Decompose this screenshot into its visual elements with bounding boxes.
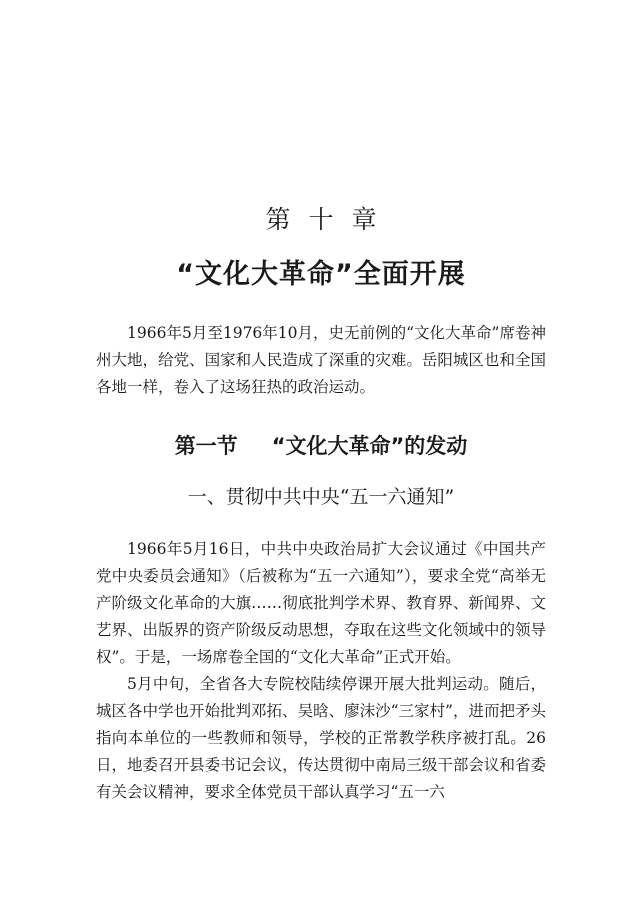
section-heading [0, 430, 642, 460]
chapter-number: 第十章 [265, 205, 395, 234]
section-title: “文化大革命”的发动 [271, 434, 468, 458]
body-text [96, 536, 546, 806]
body-paragraph: 1966年5月16日，中共中央政治局扩大会议通过《中国共产党中央委员会通知》（后被称为“五一六通知”），要求全党“高举无产阶级文化革命的大旗……彻底批判学术界、教育界、新闻界、文艺界、出版界的资产阶级反动思想，夺取在这些文化领域中的领导权”。于是，一场席卷全国的“文化大革命”正式开始。 [96, 540, 546, 666]
body-paragraph: 5月中旬，全省各大专院校陆续停课开展大批判运动。随后，城区各中学也开始批判邓拓、吴晗、廖沫沙“三家村”，进而把矛头指向本单位的一些教师和领导，学校的正常教学秩序被打乱。26日，地委召开县委书记会议，传达贯彻中南局三级干部会议和省委有关会议精神，要求全体党员干部认真学习“五一六 [96, 675, 546, 801]
chapter-title: “文化大革命”全面开展 [176, 259, 466, 290]
chapter-intro-paragraph: 1966年5月至1976年10月，史无前例的“文化大革命”席卷神州大地，给党、国家和人民造成了深重的灾难。岳阳城区也和全国各地一样，卷入了这场狂热的政治运动。 [96, 324, 546, 396]
section-label: 第一节 [174, 434, 238, 458]
subsection-heading: 一、贯彻中共中央“五一六通知” [187, 486, 455, 508]
